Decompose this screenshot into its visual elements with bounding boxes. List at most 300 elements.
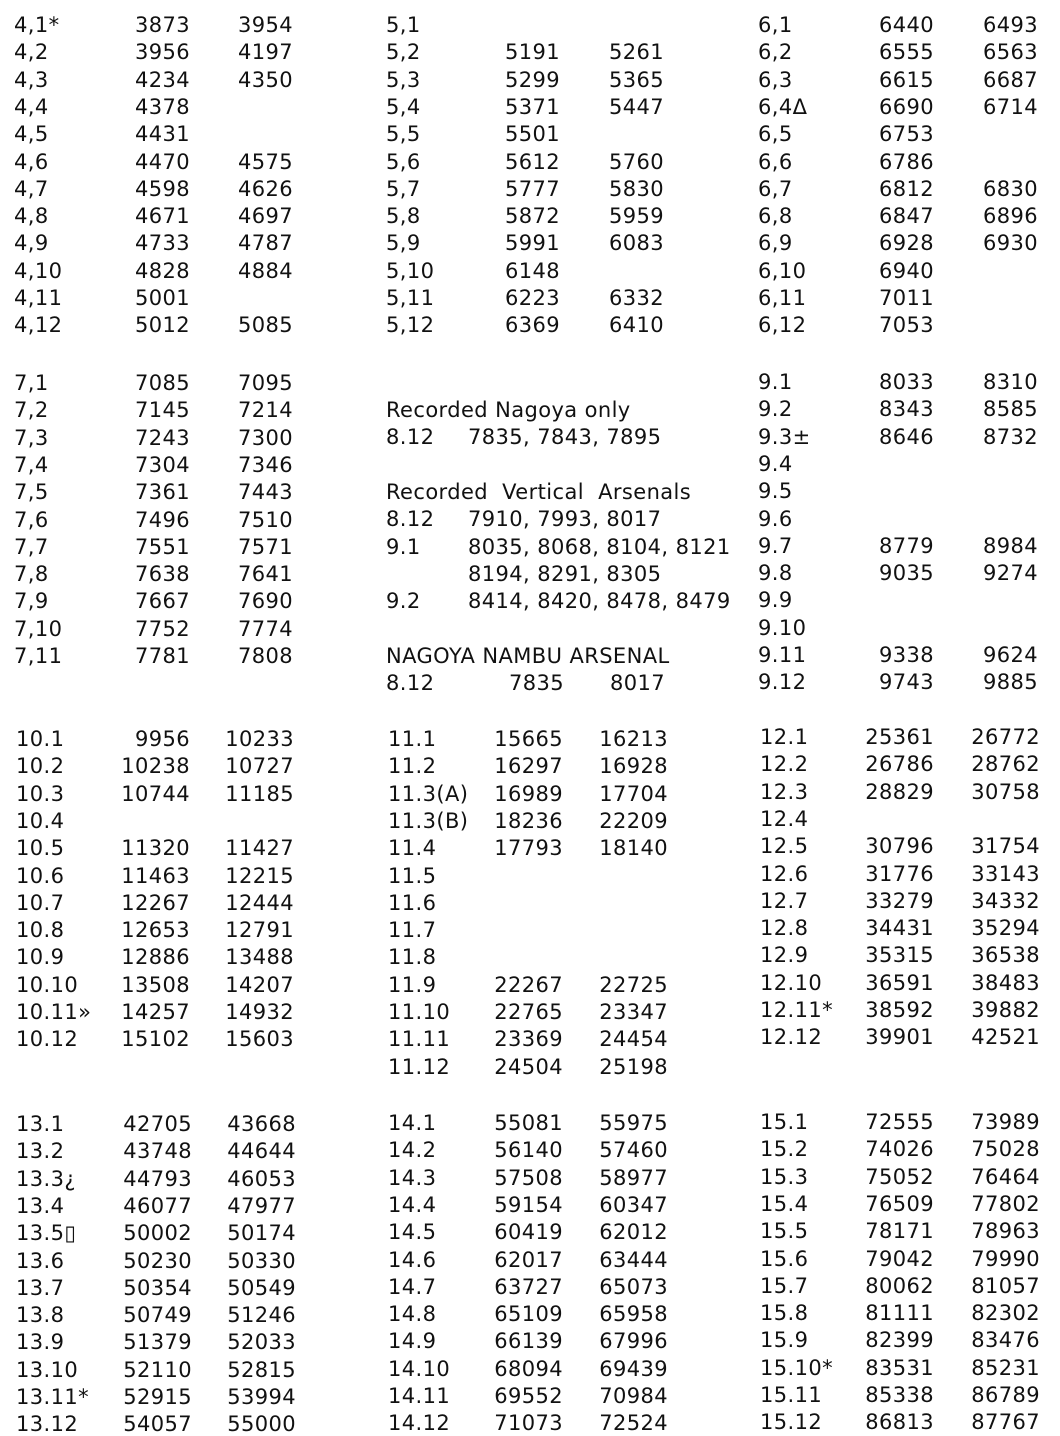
row-date: 11.7: [388, 918, 437, 942]
row-start-serial: 16297: [494, 754, 563, 778]
row-start-serial: 13508: [121, 973, 190, 997]
row-date: 14.10: [388, 1357, 451, 1381]
row-end-serial: 10233: [225, 727, 294, 751]
row-date: 5,10: [386, 259, 435, 283]
row-end-serial: 50330: [227, 1249, 296, 1273]
row-end-serial: 73989: [971, 1110, 1040, 1134]
row-date: 9.3±: [758, 425, 811, 449]
row-date: 15.5: [760, 1219, 809, 1243]
row-end-serial: 18140: [599, 836, 668, 860]
row-end-serial: 82302: [971, 1301, 1040, 1325]
row-start-serial: 7361: [134, 480, 190, 504]
row-end-serial: 77802: [971, 1192, 1040, 1216]
row-date: 15.9: [760, 1328, 809, 1352]
row-end-serial: 30758: [971, 780, 1040, 804]
row-date: 12.6: [760, 862, 809, 886]
row-date: 4,2: [14, 40, 49, 64]
row-end-serial: 6493: [982, 13, 1038, 37]
row-date: 14.6: [388, 1248, 437, 1272]
row-start-serial: 38592: [865, 998, 934, 1022]
row-date: 12.12: [760, 1025, 823, 1049]
row-start-serial: 5001: [134, 286, 190, 310]
row-start-serial: 74026: [865, 1137, 934, 1161]
row-start-serial: 9743: [878, 670, 934, 694]
row-date: 13.8: [16, 1303, 65, 1327]
row-end-serial: 4197: [237, 40, 293, 64]
row-start-serial: 75052: [865, 1165, 934, 1189]
row-start-serial: 7304: [134, 453, 190, 477]
row-end-serial: 52033: [227, 1330, 296, 1354]
row-date: 11.1: [388, 727, 437, 751]
row-start-serial: 9338: [878, 643, 934, 667]
row-date: 5,2: [386, 40, 421, 64]
row-date: 5,7: [386, 177, 421, 201]
row-date: 13.11*: [16, 1385, 90, 1409]
row-start-serial: 36591: [865, 971, 934, 995]
row-date: 6,1: [758, 13, 793, 37]
row-start-serial: 66139: [494, 1329, 563, 1353]
row-date: 4,6: [14, 150, 49, 174]
row-start-serial: 56140: [494, 1138, 563, 1162]
row-end-serial: 4884: [237, 259, 293, 283]
row-date: 15.4: [760, 1192, 809, 1216]
row-date: 11.3(A): [388, 782, 469, 806]
row-date: 6,4Δ: [758, 95, 808, 119]
row-start-serial: 50002: [123, 1221, 192, 1245]
row-start-serial: 55081: [494, 1111, 563, 1135]
row-end-serial: 11427: [225, 836, 294, 860]
row-start-serial: 63727: [494, 1275, 563, 1299]
row-start-serial: 22267: [494, 973, 563, 997]
row-date: 9.12: [758, 670, 807, 694]
row-start-serial: 6369: [504, 313, 560, 337]
row-date: 14.3: [388, 1166, 437, 1190]
row-start-serial: 46077: [123, 1194, 192, 1218]
row-start-serial: 6440: [878, 13, 934, 37]
row-date: 4,4: [14, 95, 49, 119]
note-serials: 8194, 8291, 8305: [468, 562, 662, 586]
row-date: 15.6: [760, 1247, 809, 1271]
row-start-serial: 62017: [494, 1248, 563, 1272]
row-start-serial: 14257: [121, 1000, 190, 1024]
row-start-serial: 3873: [134, 13, 190, 37]
row-end-serial: 6332: [608, 286, 664, 310]
row-end-serial: 12791: [225, 918, 294, 942]
row-start-serial: 51379: [123, 1330, 192, 1354]
row-date: 10.5: [16, 836, 65, 860]
row-start-serial: 6847: [878, 204, 934, 228]
row-date: 7,2: [14, 398, 49, 422]
row-end-serial: 6083: [608, 231, 664, 255]
row-start-serial: 57508: [494, 1166, 563, 1190]
row-start-serial: 5371: [504, 95, 560, 119]
row-date: 14.4: [388, 1193, 437, 1217]
row-start-serial: 6812: [878, 177, 934, 201]
row-start-serial: 15102: [121, 1027, 190, 1051]
row-date: 7,7: [14, 535, 49, 559]
row-date: 13.1: [16, 1112, 65, 1136]
row-end-serial: 55975: [599, 1111, 668, 1135]
row-date: 13.6: [16, 1249, 65, 1273]
row-start-serial: 65109: [494, 1302, 563, 1326]
row-end-serial: 4575: [237, 150, 293, 174]
row-start-serial: 4598: [134, 177, 190, 201]
row-date: 11.5: [388, 864, 437, 888]
row-end-serial: 7095: [237, 371, 293, 395]
row-end-serial: 11185: [225, 782, 294, 806]
row-start-serial: 5991: [504, 231, 560, 255]
row-date: 7,3: [14, 426, 49, 450]
row-date: 9.11: [758, 643, 807, 667]
row-date: 5,12: [386, 313, 435, 337]
row-start-serial: 24504: [494, 1055, 563, 1079]
row-end-serial: 78963: [971, 1219, 1040, 1243]
row-date: 14.5: [388, 1220, 437, 1244]
row-date: 13.10: [16, 1358, 79, 1382]
row-start-serial: 17793: [494, 836, 563, 860]
row-start-serial: 7752: [134, 617, 190, 641]
row-end-serial: 87767: [971, 1410, 1040, 1434]
row-end-serial: 26772: [971, 725, 1040, 749]
row-date: 10.7: [16, 891, 65, 915]
row-start-serial: 7085: [134, 371, 190, 395]
row-start-serial: 8343: [878, 397, 934, 421]
row-date: 9.2: [758, 397, 793, 421]
row-end-serial: 5760: [608, 150, 664, 174]
row-end-serial: 7510: [237, 508, 293, 532]
row-start-serial: 72555: [865, 1110, 934, 1134]
row-date: 13.4: [16, 1194, 65, 1218]
row-start-serial: 28829: [865, 780, 934, 804]
row-date: 9.10: [758, 616, 807, 640]
row-end-serial: 35294: [971, 916, 1040, 940]
note-date: 9.2: [386, 589, 421, 613]
row-end-serial: 6830: [982, 177, 1038, 201]
row-start-serial: 7781: [134, 644, 190, 668]
row-date: 7,6: [14, 508, 49, 532]
row-date: 9.9: [758, 588, 793, 612]
row-end-serial: 16213: [599, 727, 668, 751]
row-end-serial: 81057: [971, 1274, 1040, 1298]
row-start-serial: 12886: [121, 945, 190, 969]
row-date: 14.7: [388, 1275, 437, 1299]
row-date: 5,4: [386, 95, 421, 119]
row-end-serial: 13488: [225, 945, 294, 969]
row-date: 5,11: [386, 286, 435, 310]
row-date: 4,11: [14, 286, 63, 310]
row-start-serial: 34431: [865, 916, 934, 940]
row-start-serial: 5191: [504, 40, 560, 64]
row-date: 10.2: [16, 754, 65, 778]
row-date: 13.3¿: [16, 1167, 76, 1191]
row-start-serial: 59154: [494, 1193, 563, 1217]
note-title-vertical-arsenals: Recorded Vertical Arsenals: [386, 480, 692, 504]
row-start-serial: 4828: [134, 259, 190, 283]
row-start-serial: 16989: [494, 782, 563, 806]
row-date: 5,6: [386, 150, 421, 174]
row-date: 15.7: [760, 1274, 809, 1298]
row-start-serial: 81111: [865, 1301, 934, 1325]
row-start-serial: 6928: [878, 231, 934, 255]
row-end-serial: 51246: [227, 1303, 296, 1327]
row-end-serial: 9624: [982, 643, 1038, 667]
row-date: 12.8: [760, 916, 809, 940]
row-date: 12.2: [760, 752, 809, 776]
row-start-serial: 26786: [865, 752, 934, 776]
row-date: 9.4: [758, 452, 793, 476]
row-start-serial: 7053: [878, 313, 934, 337]
row-start-serial: 82399: [865, 1328, 934, 1352]
row-start-serial: 4378: [134, 95, 190, 119]
row-date: 5,8: [386, 204, 421, 228]
row-start-serial: 7667: [134, 589, 190, 613]
row-start-serial: 5872: [504, 204, 560, 228]
row-date: 12.4: [760, 807, 809, 831]
row-date: 5,9: [386, 231, 421, 255]
row-end-serial: 28762: [971, 752, 1040, 776]
row-end-serial: 65073: [599, 1275, 668, 1299]
row-date: 4,10: [14, 259, 63, 283]
row-start-serial: 22765: [494, 1000, 563, 1024]
row-date: 11.2: [388, 754, 437, 778]
row-start-serial: 50749: [123, 1303, 192, 1327]
row-date: 11.6: [388, 891, 437, 915]
row-end-serial: 7571: [237, 535, 293, 559]
note-date: 9.1: [386, 535, 421, 559]
row-date: 10.8: [16, 918, 65, 942]
row-date: 13.7: [16, 1276, 65, 1300]
row-date: 4,5: [14, 122, 49, 146]
row-date: 10.12: [16, 1027, 79, 1051]
row-end-serial: 23347: [599, 1000, 668, 1024]
row-date: 4,9: [14, 231, 49, 255]
row-end-serial: 7774: [237, 617, 293, 641]
row-start-serial: 15665: [494, 727, 563, 751]
row-end-serial: 52815: [227, 1358, 296, 1382]
row-end-serial: 38483: [971, 971, 1040, 995]
row-date: 14.11: [388, 1384, 451, 1408]
row-date: 5,3: [386, 68, 421, 92]
row-date: 11.4: [388, 836, 437, 860]
row-date: 4,1*: [14, 13, 60, 37]
row-start-serial: 6690: [878, 95, 934, 119]
row-start-serial: 80062: [865, 1274, 934, 1298]
row-date: 13.12: [16, 1412, 79, 1436]
row-date: 11.3(B): [388, 809, 469, 833]
row-start-serial: 5777: [504, 177, 560, 201]
row-date: 9.7: [758, 534, 793, 558]
row-start-serial: 25361: [865, 725, 934, 749]
row-date: 12.11*: [760, 998, 834, 1022]
row-end-serial: 7346: [237, 453, 293, 477]
row-end-serial: 67996: [599, 1329, 668, 1353]
row-end-serial: 86789: [971, 1383, 1040, 1407]
row-date: 9.1: [758, 370, 793, 394]
row-start-serial: 42705: [123, 1112, 192, 1136]
row-end-serial: 39882: [971, 998, 1040, 1022]
row-start-serial: 5501: [504, 122, 560, 146]
row-end-serial: 8310: [982, 370, 1038, 394]
note-end-serial: 8017: [609, 671, 665, 695]
row-end-serial: 12444: [225, 891, 294, 915]
row-start-serial: 9956: [134, 727, 190, 751]
row-start-serial: 8779: [878, 534, 934, 558]
row-end-serial: 8732: [982, 425, 1038, 449]
row-end-serial: 58977: [599, 1166, 668, 1190]
row-end-serial: 6714: [982, 95, 1038, 119]
row-date: 9.5: [758, 479, 793, 503]
row-end-serial: 16928: [599, 754, 668, 778]
row-date: 14.9: [388, 1329, 437, 1353]
row-start-serial: 7638: [134, 562, 190, 586]
note-date: 8.12: [386, 507, 435, 531]
note-serials: 7910, 7993, 8017: [468, 507, 662, 531]
row-date: 7,5: [14, 480, 49, 504]
row-date: 7,9: [14, 589, 49, 613]
row-start-serial: 6148: [504, 259, 560, 283]
row-start-serial: 85338: [865, 1383, 934, 1407]
row-end-serial: 70984: [599, 1384, 668, 1408]
row-date: 7,10: [14, 617, 63, 641]
row-start-serial: 4234: [134, 68, 190, 92]
row-start-serial: 33279: [865, 889, 934, 913]
row-end-serial: 63444: [599, 1248, 668, 1272]
row-end-serial: 12215: [225, 864, 294, 888]
row-date: 10.3: [16, 782, 65, 806]
row-end-serial: 5830: [608, 177, 664, 201]
row-date: 9.6: [758, 507, 793, 531]
row-end-serial: 62012: [599, 1220, 668, 1244]
row-date: 12.1: [760, 725, 809, 749]
row-start-serial: 11463: [121, 864, 190, 888]
row-date: 7,4: [14, 453, 49, 477]
row-start-serial: 35315: [865, 943, 934, 967]
row-date: 4,7: [14, 177, 49, 201]
row-end-serial: 4350: [237, 68, 293, 92]
row-end-serial: 14932: [225, 1000, 294, 1024]
row-date: 11.10: [388, 1000, 451, 1024]
row-start-serial: 71073: [494, 1411, 563, 1435]
row-date: 7,8: [14, 562, 49, 586]
row-end-serial: 55000: [227, 1412, 296, 1436]
row-end-serial: 24454: [599, 1027, 668, 1051]
row-date: 12.10: [760, 971, 823, 995]
row-end-serial: 4626: [237, 177, 293, 201]
row-start-serial: 83531: [865, 1356, 934, 1380]
row-end-serial: 5447: [608, 95, 664, 119]
row-end-serial: 46053: [227, 1167, 296, 1191]
row-date: 14.2: [388, 1138, 437, 1162]
row-start-serial: 79042: [865, 1247, 934, 1271]
row-start-serial: 23369: [494, 1027, 563, 1051]
row-end-serial: 50174: [227, 1221, 296, 1245]
row-start-serial: 52110: [123, 1358, 192, 1382]
row-date: 13.2: [16, 1139, 65, 1163]
row-end-serial: 9274: [982, 561, 1038, 585]
note-serials: 7835, 7843, 7895: [468, 425, 662, 449]
row-date: 6,9: [758, 231, 793, 255]
row-date: 11.9: [388, 973, 437, 997]
row-start-serial: 6940: [878, 259, 934, 283]
row-start-serial: 3956: [134, 40, 190, 64]
row-start-serial: 10744: [121, 782, 190, 806]
row-end-serial: 7641: [237, 562, 293, 586]
row-date: 6,6: [758, 150, 793, 174]
row-date: 7,11: [14, 644, 63, 668]
note-date: 8.12: [386, 425, 435, 449]
row-end-serial: 8585: [982, 397, 1038, 421]
row-date: 12.5: [760, 834, 809, 858]
row-start-serial: 12267: [121, 891, 190, 915]
row-date: 15.8: [760, 1301, 809, 1325]
row-date: 6,10: [758, 259, 807, 283]
row-end-serial: 75028: [971, 1137, 1040, 1161]
row-end-serial: 53994: [227, 1385, 296, 1409]
row-date: 4,8: [14, 204, 49, 228]
row-date: 5,5: [386, 122, 421, 146]
row-end-serial: 5959: [608, 204, 664, 228]
row-end-serial: 33143: [971, 862, 1040, 886]
row-date: 10.1: [16, 727, 65, 751]
row-date: 5,1: [386, 13, 421, 37]
row-start-serial: 7496: [134, 508, 190, 532]
row-start-serial: 4733: [134, 231, 190, 255]
row-date: 13.5▯: [16, 1221, 77, 1245]
row-start-serial: 30796: [865, 834, 934, 858]
row-start-serial: 8646: [878, 425, 934, 449]
row-end-serial: 4697: [237, 204, 293, 228]
note-serials: 8035, 8068, 8104, 8121: [468, 535, 731, 559]
row-start-serial: 31776: [865, 862, 934, 886]
row-start-serial: 7551: [134, 535, 190, 559]
row-end-serial: 31754: [971, 834, 1040, 858]
row-date: 14.8: [388, 1302, 437, 1326]
row-end-serial: 25198: [599, 1055, 668, 1079]
row-start-serial: 10238: [121, 754, 190, 778]
row-date: 12.3: [760, 780, 809, 804]
row-start-serial: 12653: [121, 918, 190, 942]
row-start-serial: 7145: [134, 398, 190, 422]
row-start-serial: 76509: [865, 1192, 934, 1216]
row-end-serial: 57460: [599, 1138, 668, 1162]
row-end-serial: 10727: [225, 754, 294, 778]
row-start-serial: 6555: [878, 40, 934, 64]
row-start-serial: 6615: [878, 68, 934, 92]
row-end-serial: 15603: [225, 1027, 294, 1051]
row-start-serial: 39901: [865, 1025, 934, 1049]
row-start-serial: 43748: [123, 1139, 192, 1163]
row-end-serial: 72524: [599, 1411, 668, 1435]
row-start-serial: 6223: [504, 286, 560, 310]
row-end-serial: 8984: [982, 534, 1038, 558]
row-start-serial: 69552: [494, 1384, 563, 1408]
row-date: 10.11»: [16, 1000, 92, 1024]
row-start-serial: 86813: [865, 1410, 934, 1434]
row-end-serial: 7214: [237, 398, 293, 422]
row-date: 6,11: [758, 286, 807, 310]
row-end-serial: 85231: [971, 1356, 1040, 1380]
row-date: 10.10: [16, 973, 79, 997]
row-end-serial: 5085: [237, 313, 293, 337]
row-end-serial: 6687: [982, 68, 1038, 92]
row-date: 6,3: [758, 68, 793, 92]
row-date: 4,12: [14, 313, 63, 337]
note-title-nambu-arsenal: NAGOYA NAMBU ARSENAL: [386, 644, 670, 668]
row-date: 4,3: [14, 68, 49, 92]
row-end-serial: 4787: [237, 231, 293, 255]
row-date: 6,2: [758, 40, 793, 64]
row-date: 13.9: [16, 1330, 65, 1354]
